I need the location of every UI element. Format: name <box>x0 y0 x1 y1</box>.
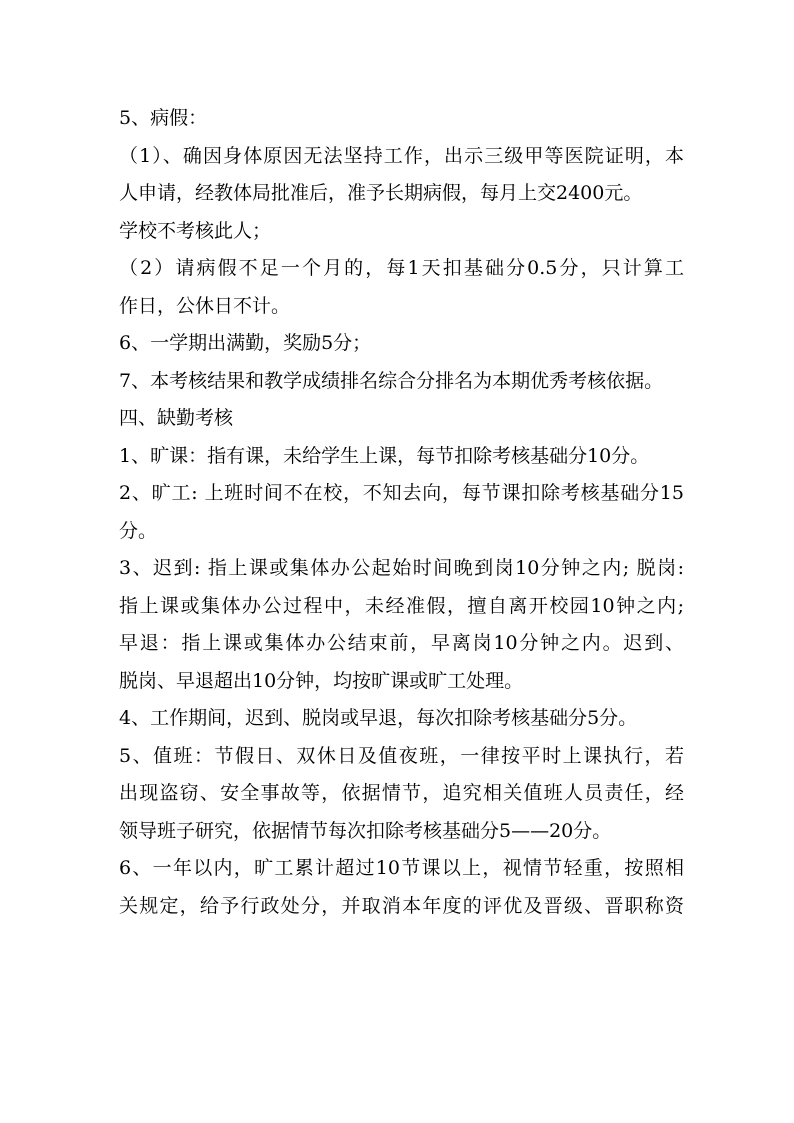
paragraph-line: 1、旷课：指有课，未给学生上课，每节扣除考核基础分10分。 <box>119 444 650 467</box>
paragraph-line: 脱岗、早退超出10分钟，均按旷课或旷工处理。 <box>119 669 524 692</box>
paragraph-line: 分。 <box>119 519 158 542</box>
section-heading-absence: 四、缺勤考核 <box>119 407 234 429</box>
paragraph-line: 6、一年以内，旷工累计超过10节课以上，视情节轻重，按照相 <box>119 857 684 879</box>
paragraph-line: 2、旷工: 上班时间不在校，不知去向，每节课扣除考核基础分15 <box>119 482 684 504</box>
paragraph-line: 早退：指上课或集体办公结束前，早离岗10分钟之内。迟到、 <box>119 632 684 654</box>
section-heading-sick-leave: 5、病假： <box>119 107 208 129</box>
paragraph-line: （1）、确因身体原因无法坚持工作，出示三级甲等医院证明，本 <box>119 144 684 167</box>
paragraph-line: 作日，公休日不计。 <box>119 294 291 317</box>
paragraph-line: （2）请病假不足一个月的，每1天扣基础分0.5分，只计算工 <box>119 257 684 279</box>
paragraph-line: 7、本考核结果和教学成绩排名综合分排名为本期优秀考核依据。 <box>119 369 664 392</box>
paragraph-line: 4、工作期间，迟到、脱岗或早退，每次扣除考核基础分5分。 <box>119 707 638 729</box>
paragraph-line: 6、一学期出满勤，奖励5分； <box>119 332 372 354</box>
paragraph-line: 5、值班：节假日、双休日及值夜班，一律按平时上课执行，若 <box>119 744 684 767</box>
paragraph-line: 人申请，经教体局批准后，准予长期病假，每月上交2400元。 <box>119 182 643 204</box>
document-body <box>119 100 684 925</box>
paragraph-line: 指上课或集体办公过程中，未经准假，擅自离开校园10钟之内; <box>119 594 684 617</box>
paragraph-line: 3、迟到: 指上课或集体办公起始时间晚到岗10分钟之内; 脱岗: <box>119 557 684 579</box>
paragraph-line: 出现盗窃、安全事故等，依据情节，追究相关值班人员责任，经 <box>119 782 684 804</box>
paragraph-line: 领导班子研究，依据情节每次扣除考核基础分5——20分。 <box>119 819 612 842</box>
paragraph-line: 关规定，给予行政处分，并取消本年度的评优及晋级、晋职称资 <box>119 894 684 917</box>
paragraph-line: 学校不考核此人； <box>119 219 272 242</box>
